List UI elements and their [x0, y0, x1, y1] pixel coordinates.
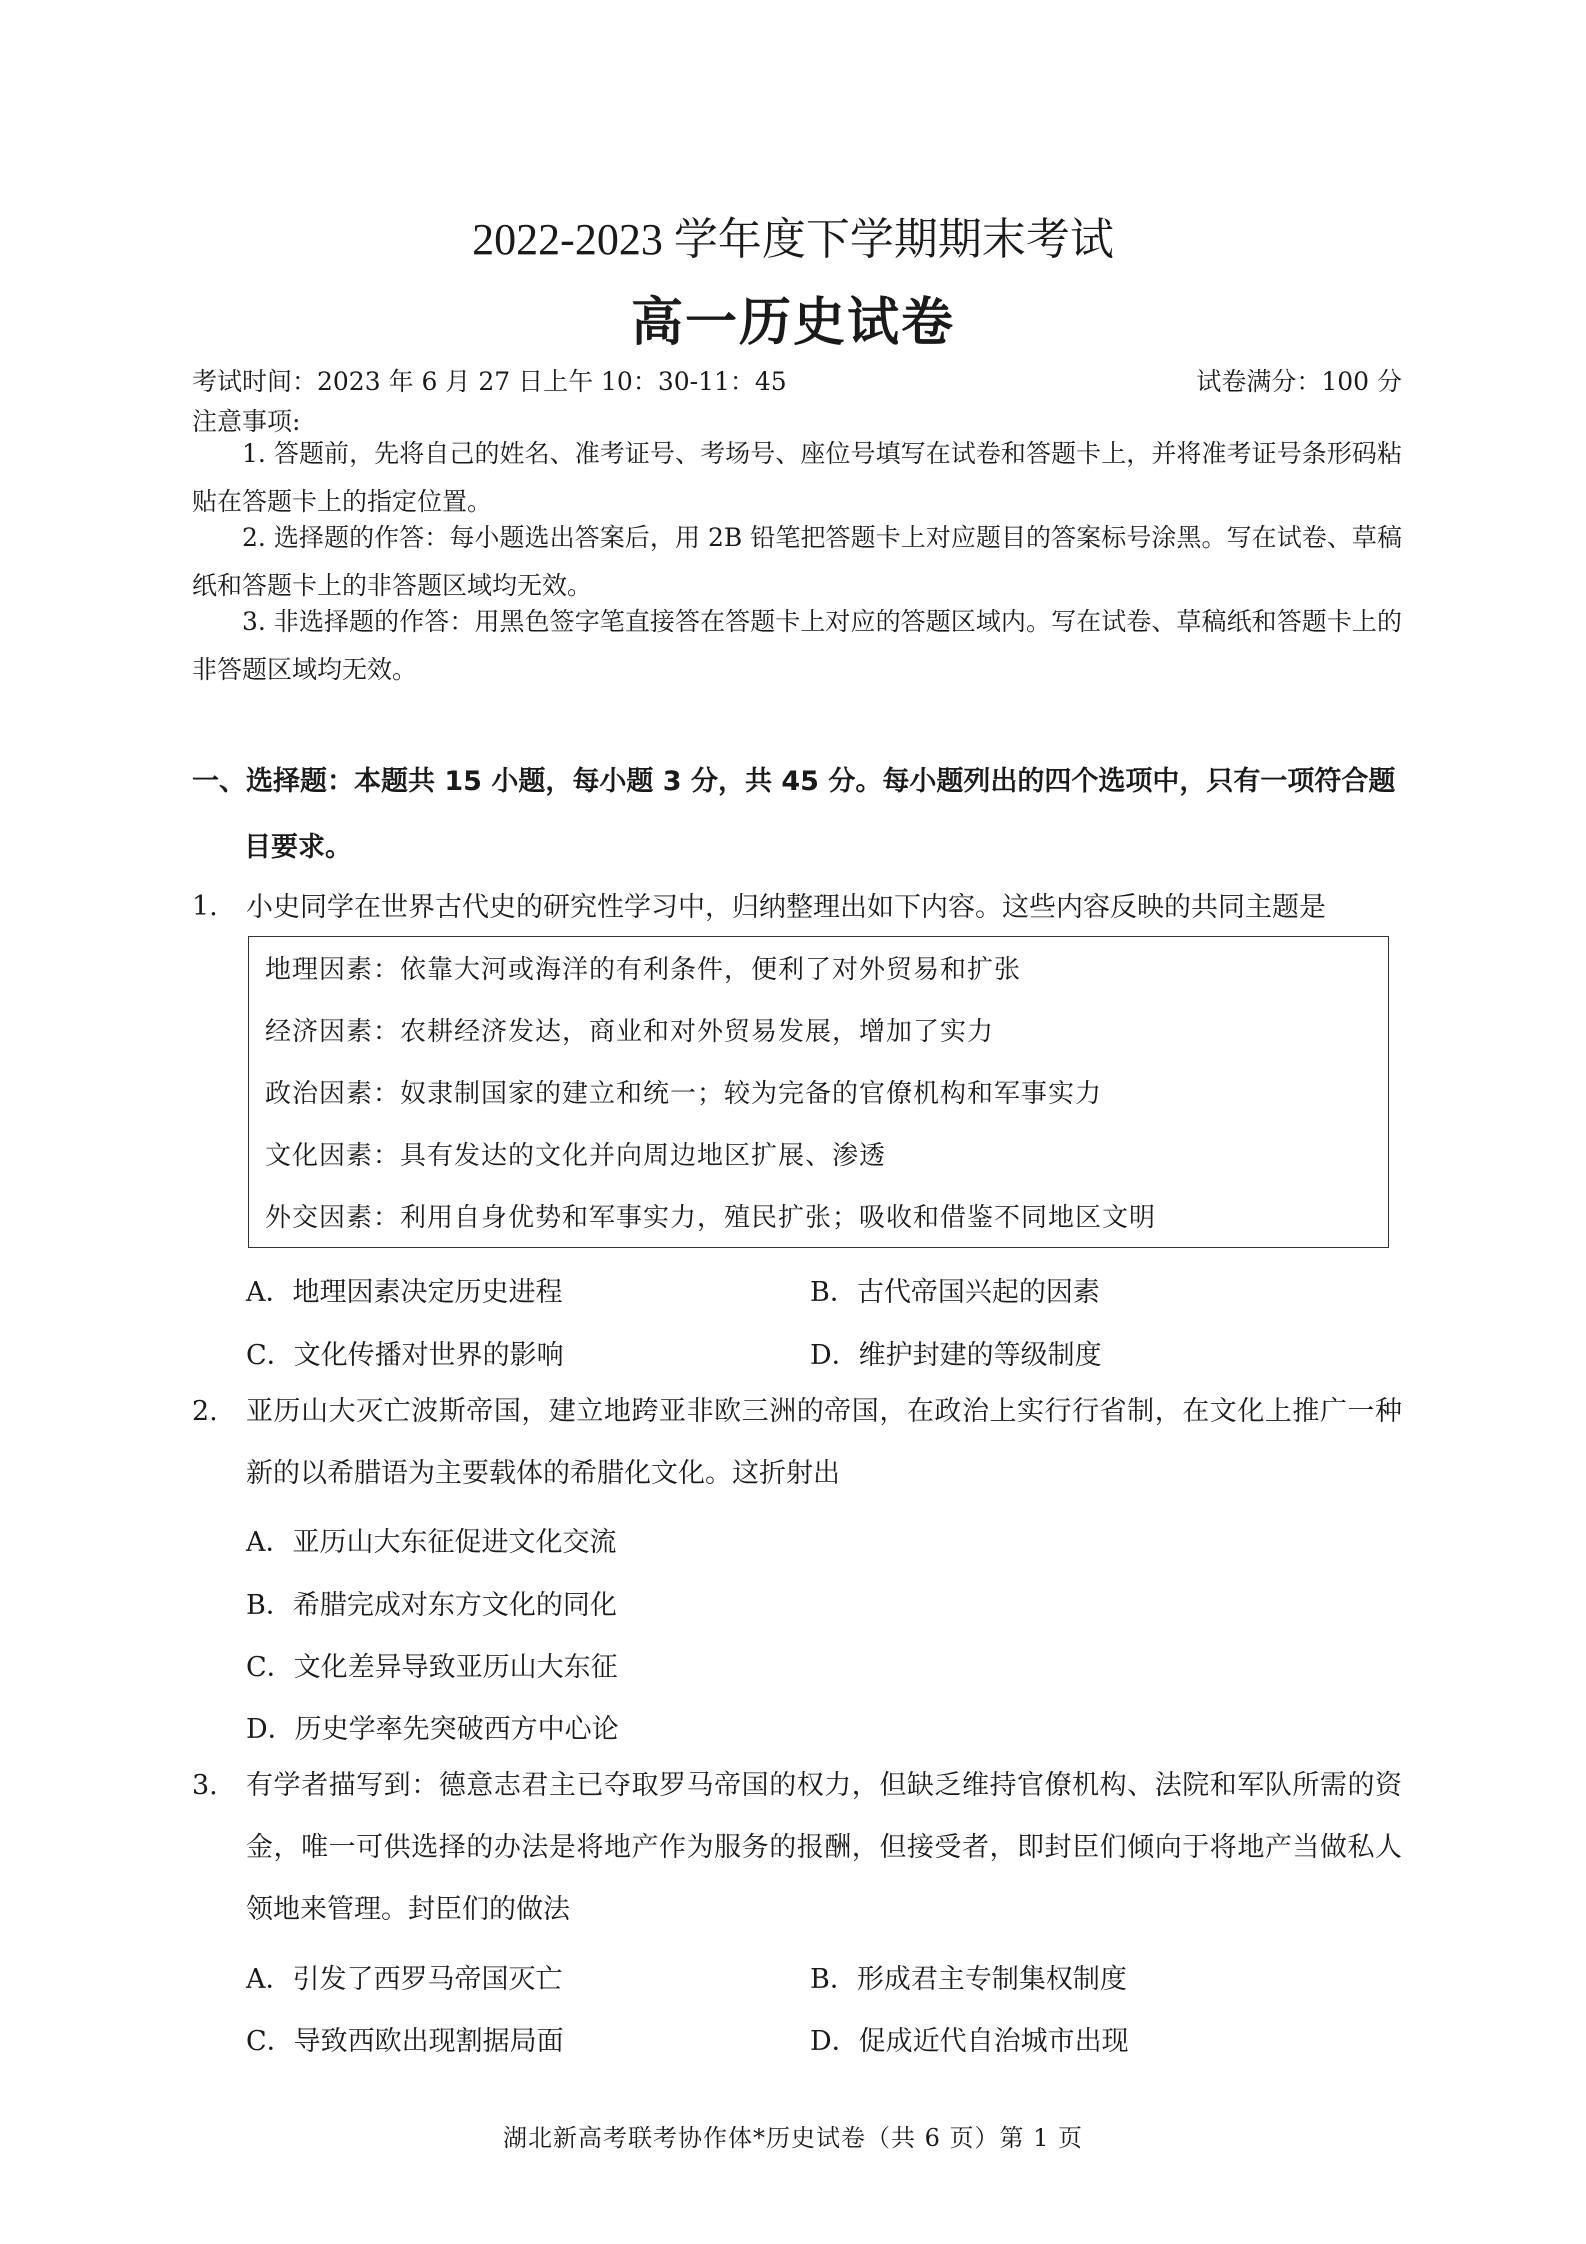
option-c: C．文化传播对世界的影响 — [246, 1340, 564, 1371]
option-d: D．促成近代自治城市出现 — [810, 2026, 1129, 2057]
section-heading — [192, 749, 1402, 881]
page-footer: 湖北新高考联考协作体*历史试卷（共 6 页）第 1 页 — [502, 2124, 1084, 2152]
option-a: A．引发了西罗马帝国灭亡 — [246, 1964, 563, 1995]
option-b: B．古代帝国兴起的因素 — [810, 1277, 1100, 1308]
exam-title: 2022-2023 学年度下学期期末考试 — [472, 215, 1114, 264]
question-text: 亚历山大灭亡波斯帝国，建立地跨亚非欧三洲的帝国，在政治上实行行省制，在文化上推广一种新的以希腊语为主要载体的希腊化文化。这折射出 — [246, 1396, 1402, 1489]
question-number: 3. — [192, 1770, 218, 1801]
option-d: D．维护封建的等级制度 — [810, 1340, 1102, 1371]
option-c: C．文化差异导致亚历山大东征 — [246, 1652, 618, 1683]
material-line: 经济因素：农耕经济发达，商业和对外贸易发展，增加了实力 — [265, 1017, 995, 1047]
option-b: B．希腊完成对东方文化的同化 — [246, 1590, 617, 1621]
question-text: 小史同学在世界古代史的研究性学习中，归纳整理出如下内容。这些内容反映的共同主题是 — [246, 892, 1326, 923]
question-number: 1. — [192, 891, 218, 922]
notice-item: 1. 答题前，先将自己的姓名、准考证号、考场号、座位号填写在试卷和答题卡上，并将准考证号条形码粘贴在答题卡上的指定位置。 — [192, 439, 1402, 516]
material-line: 政治因素：奴隶制国家的建立和统一；较为完备的官僚机构和军事实力 — [265, 1079, 1103, 1109]
option-b: B．形成君主专制集权制度 — [810, 1964, 1127, 1995]
section-heading-line1: 一、选择题：本题共 15 小题，每小题 3 分，共 45 分。每小题列出的四个选项中，只有一项符合题 — [192, 766, 1396, 797]
exam-info-row — [192, 362, 1402, 398]
notice-item: 2. 选择题的作答：每小题选出答案后，用 2B 铅笔把答题卡上对应题目的答案标号涂黑。写在试卷、草稿纸和答题卡上的非答题区域均无效。 — [192, 523, 1402, 600]
section-heading-line2: 目要求。 — [244, 832, 352, 863]
exam-time: 考试时间：2023 年 6 月 27 日上午 10：30-11：45 — [192, 367, 787, 396]
option-c: C．导致西欧出现割据局面 — [246, 2026, 564, 2057]
question-number: 2. — [192, 1396, 218, 1427]
notice-item: 3. 非选择题的作答：用黑色签字笔直接答在答题卡上对应的答题区域内。写在试卷、草稿纸和答题卡上的非答题区域均无效。 — [192, 607, 1402, 684]
question-text: 有学者描写到：德意志君主已夺取罗马帝国的权力，但缺乏维持官僚机构、法院和军队所需的资金，唯一可供选择的办法是将地产作为服务的报酬，但接受者，即封臣们倾向于将地产当做私人领地来管理。封臣们的做法 — [246, 1770, 1402, 1925]
material-line: 地理因素：依靠大河或海洋的有利条件，便利了对外贸易和扩张 — [265, 955, 1022, 985]
option-a: A．地理因素决定历史进程 — [246, 1277, 563, 1308]
full-score: 试卷满分：100 分 — [1196, 367, 1402, 396]
option-d: D．历史学率先突破西方中心论 — [246, 1714, 619, 1745]
question-1-material-box — [248, 936, 1389, 1248]
notice-heading: 注意事项: — [192, 407, 301, 436]
exam-subtitle: 高一历史试卷 — [630, 293, 955, 353]
option-a: A．亚历山大东征促进文化交流 — [246, 1527, 617, 1558]
material-line: 文化因素：具有发达的文化并向周边地区扩展、渗透 — [265, 1141, 887, 1171]
material-line: 外交因素：利用自身优势和军事实力，殖民扩张；吸收和借鉴不同地区文明 — [265, 1203, 1157, 1233]
